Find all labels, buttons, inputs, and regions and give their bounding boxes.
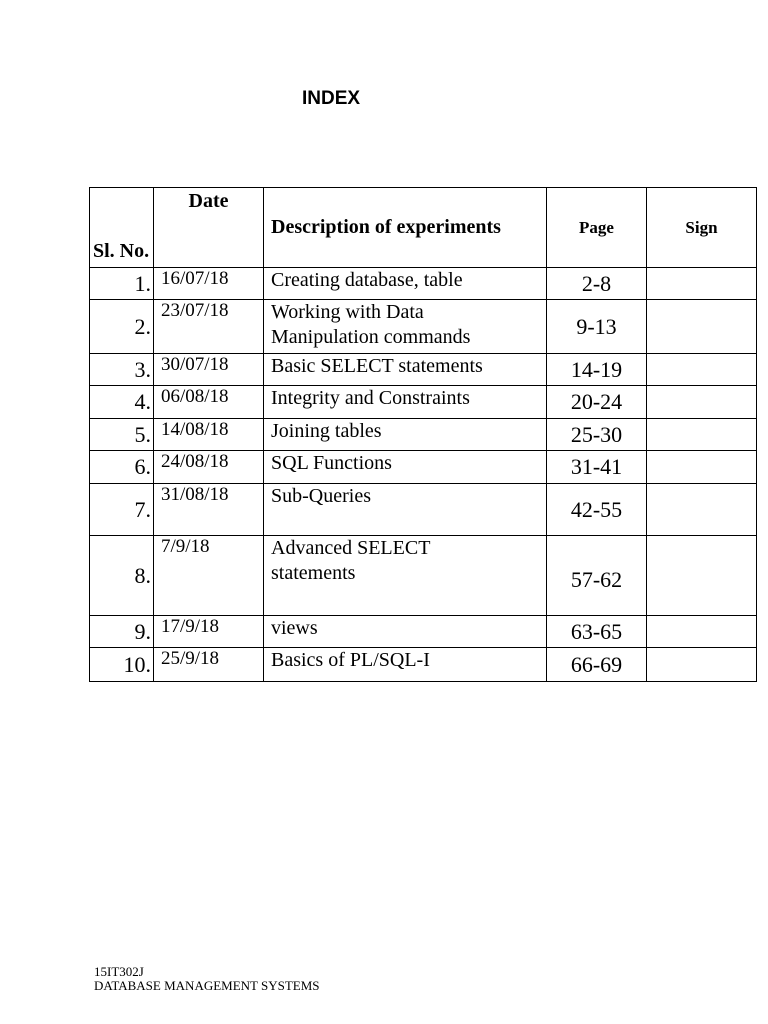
- row-date: 31/08/18: [154, 484, 264, 536]
- row-sl: 3.: [90, 354, 154, 386]
- row-page: 42-55: [547, 484, 647, 536]
- index-table: [89, 187, 757, 682]
- row-page: 25-30: [547, 419, 647, 451]
- row-sl: 4.: [90, 386, 154, 419]
- row-sign: [647, 268, 757, 300]
- row-sl: 5.: [90, 419, 154, 451]
- row-page: 20-24: [547, 386, 647, 419]
- table-row: [90, 484, 757, 536]
- row-sl: 1.: [90, 268, 154, 300]
- row-page: 31-41: [547, 451, 647, 484]
- header-row: [90, 188, 757, 268]
- table-row: [90, 300, 757, 354]
- row-description: Creating database, table: [264, 268, 547, 300]
- row-description: Basic SELECT statements: [264, 354, 547, 386]
- row-sign: [647, 451, 757, 484]
- row-sign: [647, 536, 757, 616]
- row-sl: 8.: [90, 536, 154, 616]
- table-row: [90, 536, 757, 616]
- row-description: Advanced SELECT statements: [264, 536, 547, 616]
- row-date: 14/08/18: [154, 419, 264, 451]
- course-code: 15IT302J: [94, 964, 144, 979]
- header-sign: Sign: [647, 188, 757, 268]
- page-title: INDEX: [302, 88, 361, 109]
- row-sign: [647, 300, 757, 354]
- row-sign: [647, 648, 757, 682]
- table-row: [90, 616, 757, 648]
- table-row: [90, 268, 757, 300]
- row-date: 24/08/18: [154, 451, 264, 484]
- row-sl: 2.: [90, 300, 154, 354]
- row-description: Integrity and Constraints: [264, 386, 547, 419]
- table-row: [90, 386, 757, 419]
- table-row: [90, 354, 757, 386]
- header-page: Page: [547, 188, 647, 268]
- row-sl: 10.: [90, 648, 154, 682]
- row-page: 66-69: [547, 648, 647, 682]
- row-sign: [647, 386, 757, 419]
- row-description: views: [264, 616, 547, 648]
- row-sl: 7.: [90, 484, 154, 536]
- row-date: 23/07/18: [154, 300, 264, 354]
- row-date: 30/07/18: [154, 354, 264, 386]
- footer: [94, 965, 320, 993]
- row-description: Sub-Queries: [264, 484, 547, 536]
- row-date: 06/08/18: [154, 386, 264, 419]
- row-description: Working with Data Manipulation commands: [264, 300, 547, 354]
- row-date: 25/9/18: [154, 648, 264, 682]
- row-page: 57-62: [547, 536, 647, 616]
- row-sl: 6.: [90, 451, 154, 484]
- row-sign: [647, 616, 757, 648]
- row-date: 17/9/18: [154, 616, 264, 648]
- row-page: 63-65: [547, 616, 647, 648]
- course-name: DATABASE MANAGEMENT SYSTEMS: [94, 978, 320, 993]
- row-page: 9-13: [547, 300, 647, 354]
- table-row: [90, 451, 757, 484]
- row-date: 7/9/18: [154, 536, 264, 616]
- header-date: Date: [154, 188, 264, 268]
- row-sign: [647, 484, 757, 536]
- row-date: 16/07/18: [154, 268, 264, 300]
- row-page: 2-8: [547, 268, 647, 300]
- row-sign: [647, 354, 757, 386]
- row-description: Joining tables: [264, 419, 547, 451]
- row-sign: [647, 419, 757, 451]
- table-row: [90, 648, 757, 682]
- table-row: [90, 419, 757, 451]
- row-description: SQL Functions: [264, 451, 547, 484]
- row-description: Basics of PL/SQL-I: [264, 648, 547, 682]
- header-description: Description of experiments: [264, 188, 547, 268]
- header-sl: Sl. No.: [90, 188, 154, 268]
- row-sl: 9.: [90, 616, 154, 648]
- row-page: 14-19: [547, 354, 647, 386]
